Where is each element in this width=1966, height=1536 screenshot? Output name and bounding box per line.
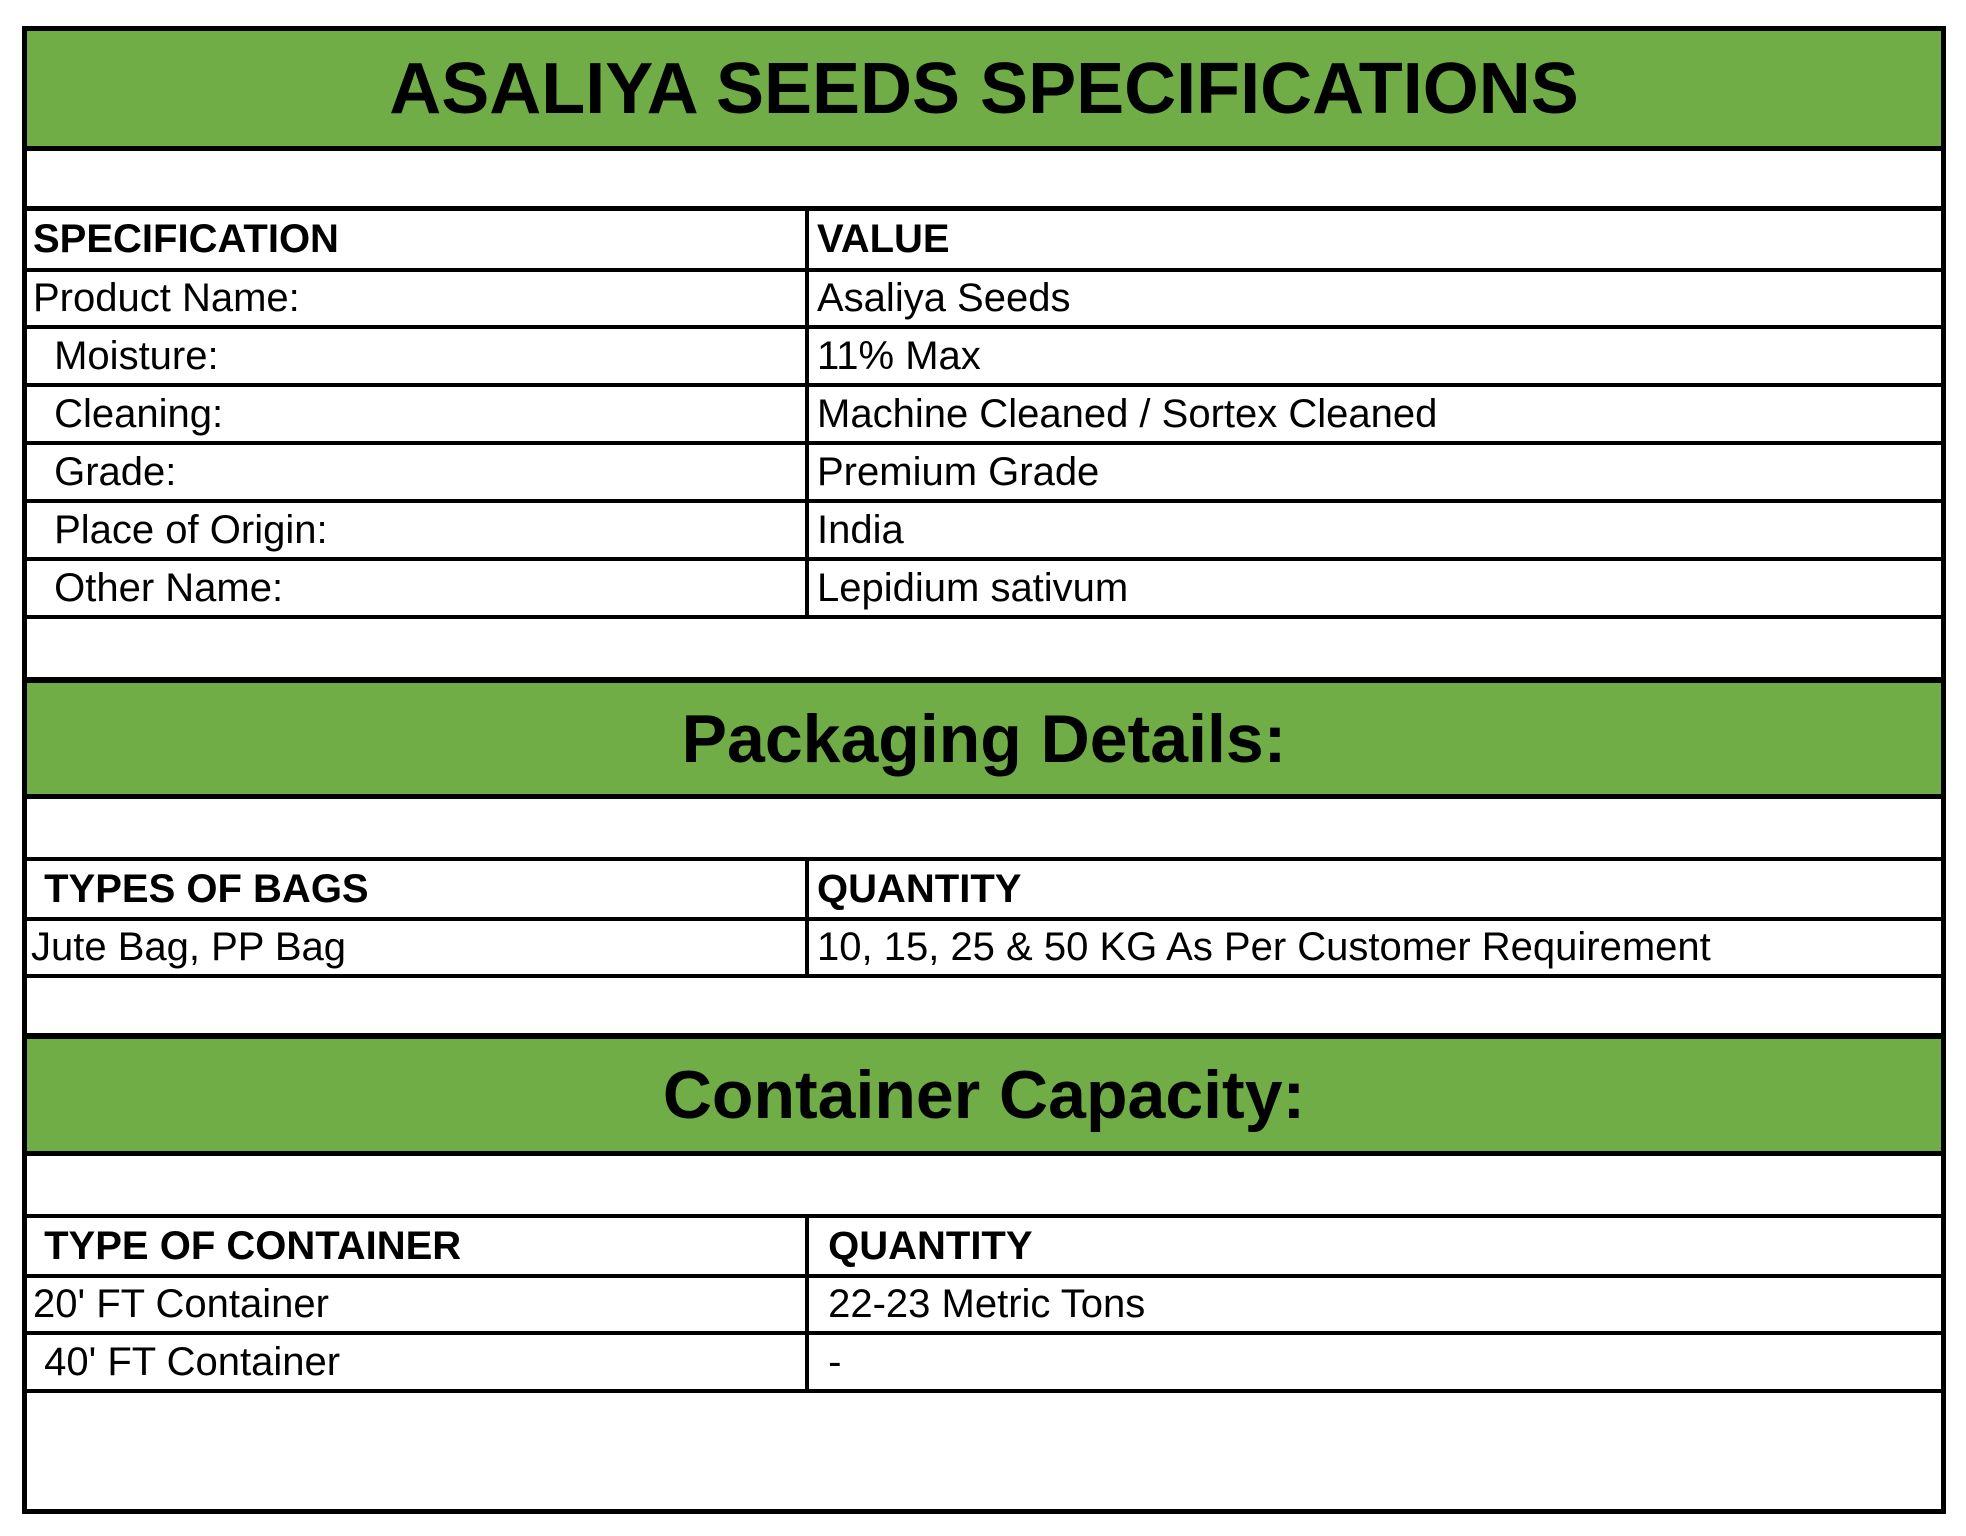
- spec-value: Asaliya Seeds: [817, 276, 1071, 320]
- container-quantity: 22-23 Metric Tons: [817, 1282, 1146, 1326]
- spec-header-value: VALUE: [817, 217, 950, 261]
- spec-sheet: [22, 26, 1946, 1514]
- packaging-title: Packaging Details:: [27, 677, 1941, 799]
- bags-header-quantity: QUANTITY: [817, 866, 1022, 911]
- bags-header-type: TYPES OF BAGS: [33, 866, 369, 911]
- main-title: ASALIYA SEEDS SPECIFICATIONS: [27, 31, 1941, 151]
- container-type: 40' FT Container: [33, 1339, 341, 1384]
- spec-label: Product Name:: [33, 276, 300, 320]
- spec-label: Grade:: [43, 449, 177, 494]
- container-quantity: -: [817, 1339, 842, 1384]
- spec-value: Lepidium sativum: [817, 565, 1129, 610]
- spec-value: Premium Grade: [817, 449, 1100, 494]
- bags-type: Jute Bag, PP Bag: [31, 925, 347, 969]
- spec-value: Machine Cleaned / Sortex Cleaned: [817, 391, 1438, 436]
- spec-value: 11% Max: [817, 333, 981, 378]
- column-divider: [805, 1214, 809, 1393]
- container-header-type: TYPE OF CONTAINER: [33, 1223, 462, 1268]
- bags-quantity: 10, 15, 25 & 50 KG As Per Customer Requirement: [817, 925, 1711, 969]
- container-header-quantity: QUANTITY: [817, 1223, 1033, 1268]
- column-divider: [805, 206, 809, 619]
- spec-value: India: [817, 507, 904, 552]
- column-divider: [805, 857, 809, 978]
- spec-label: Other Name:: [43, 565, 284, 610]
- divider: [27, 325, 1941, 329]
- spec-label: Place of Origin:: [43, 507, 328, 552]
- container-title: Container Capacity:: [27, 1033, 1941, 1156]
- divider: [27, 1389, 1941, 1393]
- spec-header-specification: SPECIFICATION: [33, 217, 339, 261]
- container-type: 20' FT Container: [33, 1282, 329, 1326]
- divider: [27, 974, 1941, 978]
- divider: [27, 615, 1941, 619]
- spec-label: Moisture:: [43, 333, 219, 378]
- spec-label: Cleaning:: [43, 391, 224, 436]
